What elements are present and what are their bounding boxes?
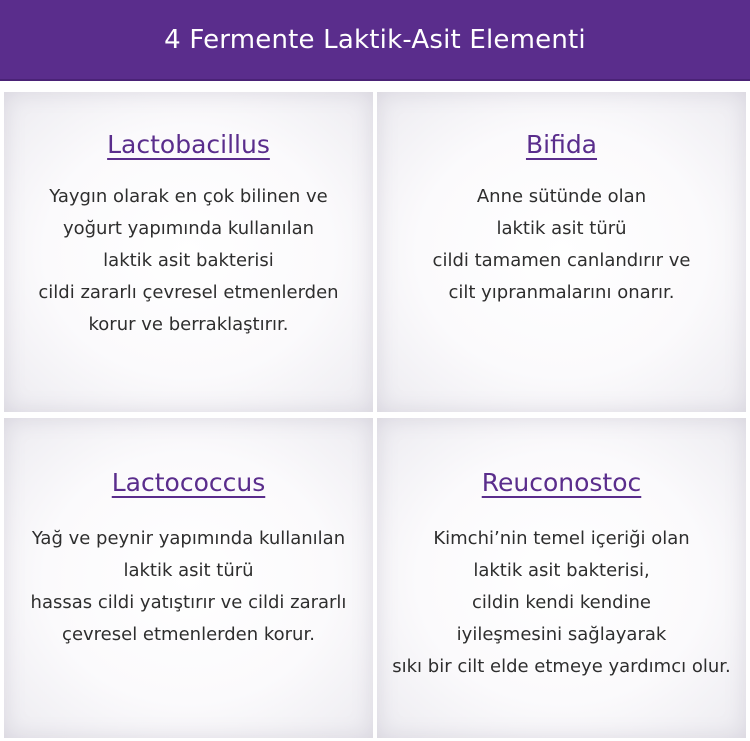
description-line: yoğurt yapımında kullanılan	[62, 218, 315, 239]
description-line: Kimchi’nin temel içeriği olan	[433, 528, 690, 549]
card-title: Bifida	[525, 130, 598, 159]
description-line: korur ve berraklaştırır.	[88, 314, 289, 335]
card-reuconostoc	[377, 418, 746, 738]
description-line: çevresel etmenlerden korur.	[62, 624, 315, 645]
element-grid	[4, 92, 746, 738]
card-title: Reuconostoc	[481, 468, 642, 497]
description-line: Yağ ve peynir yapımında kullanılan	[31, 528, 346, 549]
description-line: laktik asit türü	[496, 218, 627, 239]
description-line: hassas cildi yatıştırır ve cildi zararlı	[30, 592, 347, 613]
description-line: cilt yıpranmalarını onarır.	[448, 282, 675, 303]
card-description	[4, 523, 373, 651]
card-description	[377, 181, 746, 309]
card-lactobacillus	[4, 92, 373, 412]
description-line: Yaygın olarak en çok bilinen ve	[49, 186, 328, 207]
card-description	[377, 523, 746, 683]
description-line: laktik asit bakterisi	[103, 250, 274, 271]
description-line: laktik asit türü	[123, 560, 254, 581]
card-title: Lactobacillus	[107, 130, 270, 159]
description-line: sıkı bir cilt elde etmeye yardımcı olur.	[392, 656, 731, 677]
header-banner	[0, 0, 750, 81]
description-line: Anne sütünde olan	[476, 186, 647, 207]
description-line: cildi tamamen canlandırır ve	[432, 250, 691, 271]
description-line: cildi zararlı çevresel etmenlerden	[38, 282, 339, 303]
card-lactococcus	[4, 418, 373, 738]
card-bifida	[377, 92, 746, 412]
card-title: Lactococcus	[111, 468, 266, 497]
description-line: laktik asit bakterisi,	[473, 560, 650, 581]
description-line: iyileşmesini sağlayarak	[456, 624, 667, 645]
card-description	[4, 181, 373, 341]
page-title: 4 Fermente Laktik-Asit Elementi	[164, 24, 586, 55]
description-line: cildin kendi kendine	[471, 592, 652, 613]
